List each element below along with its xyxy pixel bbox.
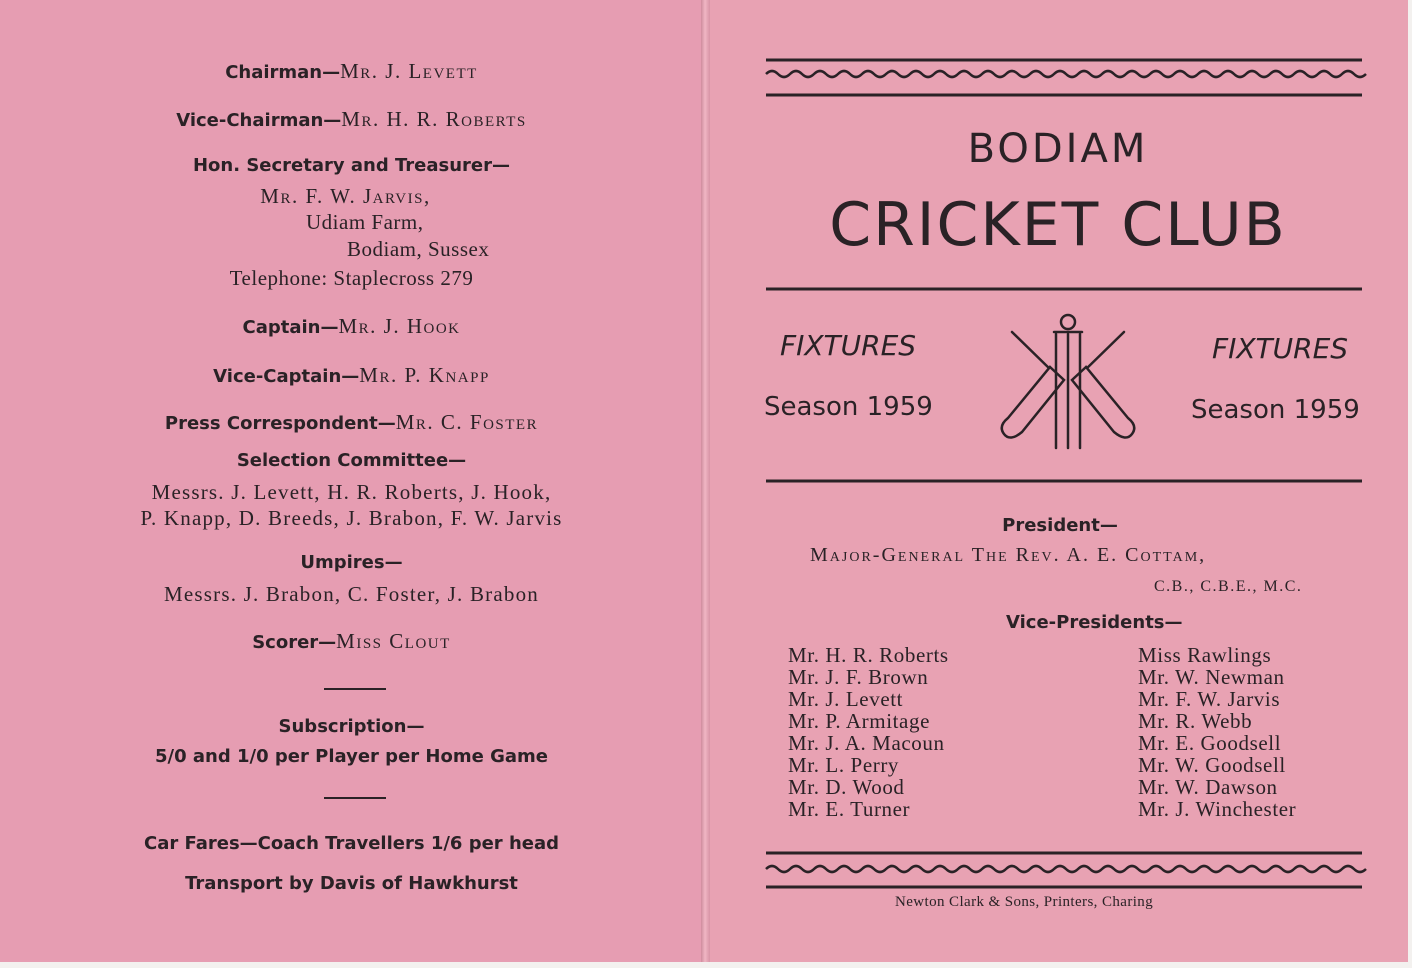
vice-president: Mr. L. Perry [788,753,900,777]
car-fares: Car Fares—Coach Travellers 1/6 per head [143,833,559,854]
club-name-line1: BODIAM [967,126,1149,172]
selection-line1: Messrs. J. Levett, H. R. Roberts, J. Hook, [151,480,552,504]
vice-president: Mr. J. F. Brown [788,665,929,689]
subscription-text: 5/0 and 1/0 per Player per Home Game [155,746,548,767]
selection-title: Selection Committee— [236,450,467,471]
scorer-name: Miss Clout [336,629,451,653]
vice-president: Mr. F. W. Jarvis [1138,687,1281,711]
vice-president: Mr. J. Levett [788,687,904,711]
vice-chairman-name: Mr. H. R. Roberts [341,107,527,131]
secretary-address-line1: Udiam Farm, [306,210,424,234]
vice-president: Mr. W. Goodsell [1138,753,1286,777]
telephone: Telephone: Staplecross 279 [229,266,474,290]
vice-presidents-right-column [1138,644,1296,820]
crossed-bats-stumps-icon [998,312,1138,452]
chairman-name: Mr. J. Levett [340,59,478,83]
president-name: Major-General The Rev. A. E. Cottam, [810,544,1207,566]
vice-president: Mr. J. Winchester [1138,797,1297,821]
vice-president: Mr. J. A. Macoun [788,731,945,755]
secretary-role: Hon. Secretary and Treasurer— [192,155,511,176]
vice-president: Mr. E. Turner [788,797,911,821]
umpires-names: Messrs. J. Brabon, C. Foster, J. Brabon [164,582,539,606]
secretary-address-line2: Bodiam, Sussex [347,237,490,261]
vice-president: Miss Rawlings [1138,643,1272,667]
transport: Transport by Davis of Hawkhurst [185,873,518,894]
vice-president: Mr. E. Goodsell [1138,731,1282,755]
season-label-right: Season 1959 [1191,395,1360,425]
umpires-title: Umpires— [300,552,403,573]
president-honours: C.B., C.B.E., M.C. [1154,578,1303,595]
printer-credit: Newton Clark & Sons, Printers, Charing [895,894,1154,910]
club-name-line2: CRICKET CLUB [829,190,1287,260]
scorer-role: Scorer— [252,632,337,653]
vice-president: Mr. W. Dawson [1138,775,1278,799]
vice-president: Mr. P. Armitage [788,709,931,733]
season-label-left: Season 1959 [764,392,933,422]
vice-presidents-left-column [788,644,949,820]
press-role: Press Correspondent— [164,413,396,434]
fixtures-label-right: FIXTURES [1212,332,1349,365]
press-name: Mr. C. Foster [395,410,539,434]
vice-president: Mr. W. Newman [1138,665,1285,689]
fixtures-label-left: FIXTURES [780,329,917,362]
captain-role: Captain— [242,317,339,338]
vice-president: Mr. H. R. Roberts [788,643,949,667]
vice-captain-role: Vice-Captain— [213,366,360,387]
vice-chairman-role: Vice-Chairman— [176,110,342,131]
president-title: President— [1002,515,1118,536]
chairman-role: Chairman— [225,62,341,83]
subscription-title: Subscription— [278,716,425,737]
captain-name: Mr. J. Hook [338,314,461,338]
vice-presidents-title: Vice-Presidents— [1006,612,1183,633]
vice-president: Mr. D. Wood [788,775,905,799]
vice-captain-name: Mr. P. Knapp [359,363,490,387]
vice-president: Mr. R. Webb [1138,709,1253,733]
secretary-name: Mr. F. W. Jarvis, [260,184,431,208]
selection-line2: P. Knapp, D. Breeds, J. Brabon, F. W. Jarvis [140,506,563,530]
